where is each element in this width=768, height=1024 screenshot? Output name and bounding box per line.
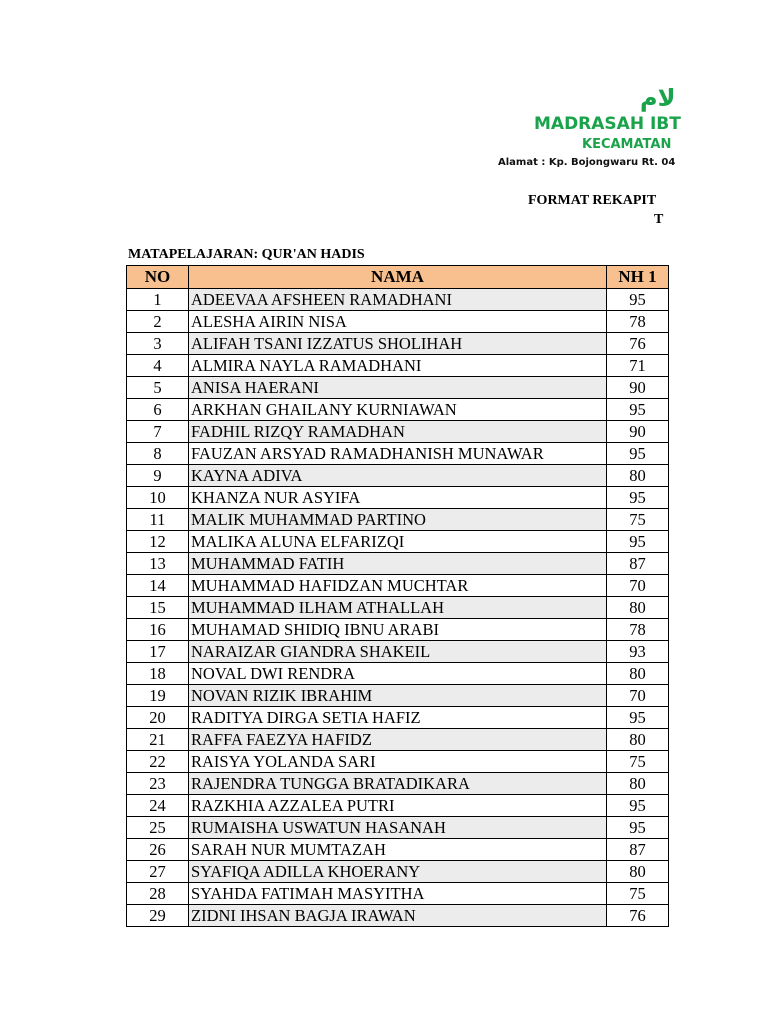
cell-nama[interactable]: FAUZAN ARSYAD RAMADHANISH MUNAWAR — [189, 443, 607, 465]
table-row — [127, 311, 669, 333]
cell-nh1[interactable]: 90 — [607, 421, 669, 443]
table-row — [127, 509, 669, 531]
cell-no[interactable]: 19 — [127, 685, 189, 707]
address-line: Alamat : Kp. Bojongwaru Rt. 04 — [498, 157, 676, 168]
cell-nh1[interactable]: 78 — [607, 311, 669, 333]
cell-nh1[interactable]: 70 — [607, 575, 669, 597]
cell-nama[interactable]: ALMIRA NAYLA RAMADHANI — [189, 355, 607, 377]
cell-no[interactable]: 22 — [127, 751, 189, 773]
table-row — [127, 333, 669, 355]
cell-nh1[interactable]: 80 — [607, 597, 669, 619]
table-row — [127, 839, 669, 861]
cell-nama[interactable]: RAJENDRA TUNGGA BRATADIKARA — [189, 773, 607, 795]
cell-nama[interactable]: RAISYA YOLANDA SARI — [189, 751, 607, 773]
cell-no[interactable]: 5 — [127, 377, 189, 399]
cell-nama[interactable]: ARKHAN GHAILANY KURNIAWAN — [189, 399, 607, 421]
cell-nh1[interactable]: 95 — [607, 289, 669, 311]
cell-no[interactable]: 14 — [127, 575, 189, 597]
arabic-header-text: لام — [640, 84, 676, 112]
cell-nama[interactable]: KHANZA NUR ASYIFA — [189, 487, 607, 509]
cell-nama[interactable]: NOVAN RIZIK IBRAHIM — [189, 685, 607, 707]
cell-nh1[interactable]: 75 — [607, 751, 669, 773]
cell-nh1[interactable]: 71 — [607, 355, 669, 377]
cell-nama[interactable]: MALIK MUHAMMAD PARTINO — [189, 509, 607, 531]
cell-no[interactable]: 3 — [127, 333, 189, 355]
cell-no[interactable]: 12 — [127, 531, 189, 553]
cell-nama[interactable]: ZIDNI IHSAN BAGJA IRAWAN — [189, 905, 607, 927]
table-row — [127, 729, 669, 751]
table-row — [127, 377, 669, 399]
table-header-row — [127, 266, 669, 289]
cell-no[interactable]: 2 — [127, 311, 189, 333]
cell-nama[interactable]: MUHAMMAD FATIH — [189, 553, 607, 575]
cell-nh1[interactable]: 78 — [607, 619, 669, 641]
cell-nama[interactable]: RAFFA FAEZYA HAFIDZ — [189, 729, 607, 751]
school-name: MADRASAH IBT — [534, 114, 681, 134]
cell-no[interactable]: 11 — [127, 509, 189, 531]
table-row — [127, 399, 669, 421]
cell-no[interactable]: 29 — [127, 905, 189, 927]
cell-nama[interactable]: RUMAISHA USWATUN HASANAH — [189, 817, 607, 839]
cell-nh1[interactable]: 80 — [607, 663, 669, 685]
cell-no[interactable]: 6 — [127, 399, 189, 421]
cell-nama[interactable]: KAYNA ADIVA — [189, 465, 607, 487]
cell-nh1[interactable]: 95 — [607, 531, 669, 553]
cell-no[interactable]: 1 — [127, 289, 189, 311]
cell-no[interactable]: 9 — [127, 465, 189, 487]
cell-nh1[interactable]: 93 — [607, 641, 669, 663]
cell-no[interactable]: 18 — [127, 663, 189, 685]
cell-nh1[interactable]: 70 — [607, 685, 669, 707]
table-row — [127, 355, 669, 377]
cell-nama[interactable]: MUHAMAD SHIDIQ IBNU ARABI — [189, 619, 607, 641]
cell-nh1[interactable]: 80 — [607, 861, 669, 883]
cell-nh1[interactable]: 76 — [607, 905, 669, 927]
cell-nh1[interactable]: 75 — [607, 509, 669, 531]
table-row — [127, 421, 669, 443]
cell-nh1[interactable]: 95 — [607, 487, 669, 509]
cell-nama[interactable]: SYAHDA FATIMAH MASYITHA — [189, 883, 607, 905]
cell-nama[interactable]: SARAH NUR MUMTAZAH — [189, 839, 607, 861]
cell-nh1[interactable]: 87 — [607, 839, 669, 861]
cell-nama[interactable]: MUHAMMAD ILHAM ATHALLAH — [189, 597, 607, 619]
table-row — [127, 553, 669, 575]
cell-no[interactable]: 10 — [127, 487, 189, 509]
cell-nama[interactable]: NARAIZAR GIANDRA SHAKEIL — [189, 641, 607, 663]
cell-nh1[interactable]: 90 — [607, 377, 669, 399]
cell-nama[interactable]: ALESHA AIRIN NISA — [189, 311, 607, 333]
cell-no[interactable]: 20 — [127, 707, 189, 729]
cell-nh1[interactable]: 80 — [607, 773, 669, 795]
cell-nh1[interactable]: 80 — [607, 729, 669, 751]
column-header-nh1[interactable]: NH 1 — [607, 266, 669, 289]
cell-nh1[interactable]: 87 — [607, 553, 669, 575]
cell-no[interactable]: 16 — [127, 619, 189, 641]
table-row — [127, 817, 669, 839]
cell-nama[interactable]: MUHAMMAD HAFIDZAN MUCHTAR — [189, 575, 607, 597]
table-row — [127, 773, 669, 795]
table-row — [127, 641, 669, 663]
table-row — [127, 905, 669, 927]
cell-nama[interactable]: ALIFAH TSANI IZZATUS SHOLIHAH — [189, 333, 607, 355]
cell-no[interactable]: 24 — [127, 795, 189, 817]
table-row — [127, 597, 669, 619]
table-row — [127, 465, 669, 487]
table-row — [127, 663, 669, 685]
column-header-nama[interactable]: NAMA — [189, 266, 607, 289]
cell-nama[interactable]: SYAFIQA ADILLA KHOERANY — [189, 861, 607, 883]
table-row — [127, 289, 669, 311]
cell-nama[interactable]: ANISA HAERANI — [189, 377, 607, 399]
cell-no[interactable]: 28 — [127, 883, 189, 905]
cell-no[interactable]: 21 — [127, 729, 189, 751]
table-row — [127, 531, 669, 553]
cell-nh1[interactable]: 95 — [607, 443, 669, 465]
table-row — [127, 685, 669, 707]
table-row — [127, 707, 669, 729]
table-row — [127, 883, 669, 905]
subject-label: MATAPELAJARAN: QUR'AN HADIS — [128, 247, 365, 262]
table-row — [127, 795, 669, 817]
cell-nh1[interactable]: 76 — [607, 333, 669, 355]
cell-nama[interactable]: FADHIL RIZQY RAMADHAN — [189, 421, 607, 443]
cell-no[interactable]: 13 — [127, 553, 189, 575]
academic-year-label: T — [654, 212, 664, 227]
cell-nama[interactable]: NOVAL DWI RENDRA — [189, 663, 607, 685]
cell-nh1[interactable]: 95 — [607, 399, 669, 421]
cell-nh1[interactable]: 95 — [607, 795, 669, 817]
table-row — [127, 443, 669, 465]
cell-no[interactable]: 7 — [127, 421, 189, 443]
cell-nama[interactable]: RADITYA DIRGA SETIA HAFIZ — [189, 707, 607, 729]
cell-no[interactable]: 25 — [127, 817, 189, 839]
cell-nh1[interactable]: 95 — [607, 707, 669, 729]
table-row — [127, 751, 669, 773]
cell-no[interactable]: 23 — [127, 773, 189, 795]
cell-no[interactable]: 4 — [127, 355, 189, 377]
table-row — [127, 487, 669, 509]
table-row — [127, 619, 669, 641]
cell-no[interactable]: 17 — [127, 641, 189, 663]
cell-nama[interactable]: ADEEVAA AFSHEEN RAMADHANI — [189, 289, 607, 311]
cell-nh1[interactable]: 80 — [607, 465, 669, 487]
grades-table — [126, 265, 669, 927]
kecamatan-label: KECAMATAN — [582, 137, 672, 152]
cell-nh1[interactable]: 95 — [607, 817, 669, 839]
format-title: FORMAT REKAPIT — [528, 193, 657, 208]
cell-no[interactable]: 15 — [127, 597, 189, 619]
cell-nh1[interactable]: 75 — [607, 883, 669, 905]
cell-nama[interactable]: MALIKA ALUNA ELFARIZQI — [189, 531, 607, 553]
cell-no[interactable]: 26 — [127, 839, 189, 861]
cell-no[interactable]: 8 — [127, 443, 189, 465]
cell-nama[interactable]: RAZKHIA AZZALEA PUTRI — [189, 795, 607, 817]
column-header-no[interactable]: NO — [127, 266, 189, 289]
table-row — [127, 575, 669, 597]
table-row — [127, 861, 669, 883]
cell-no[interactable]: 27 — [127, 861, 189, 883]
